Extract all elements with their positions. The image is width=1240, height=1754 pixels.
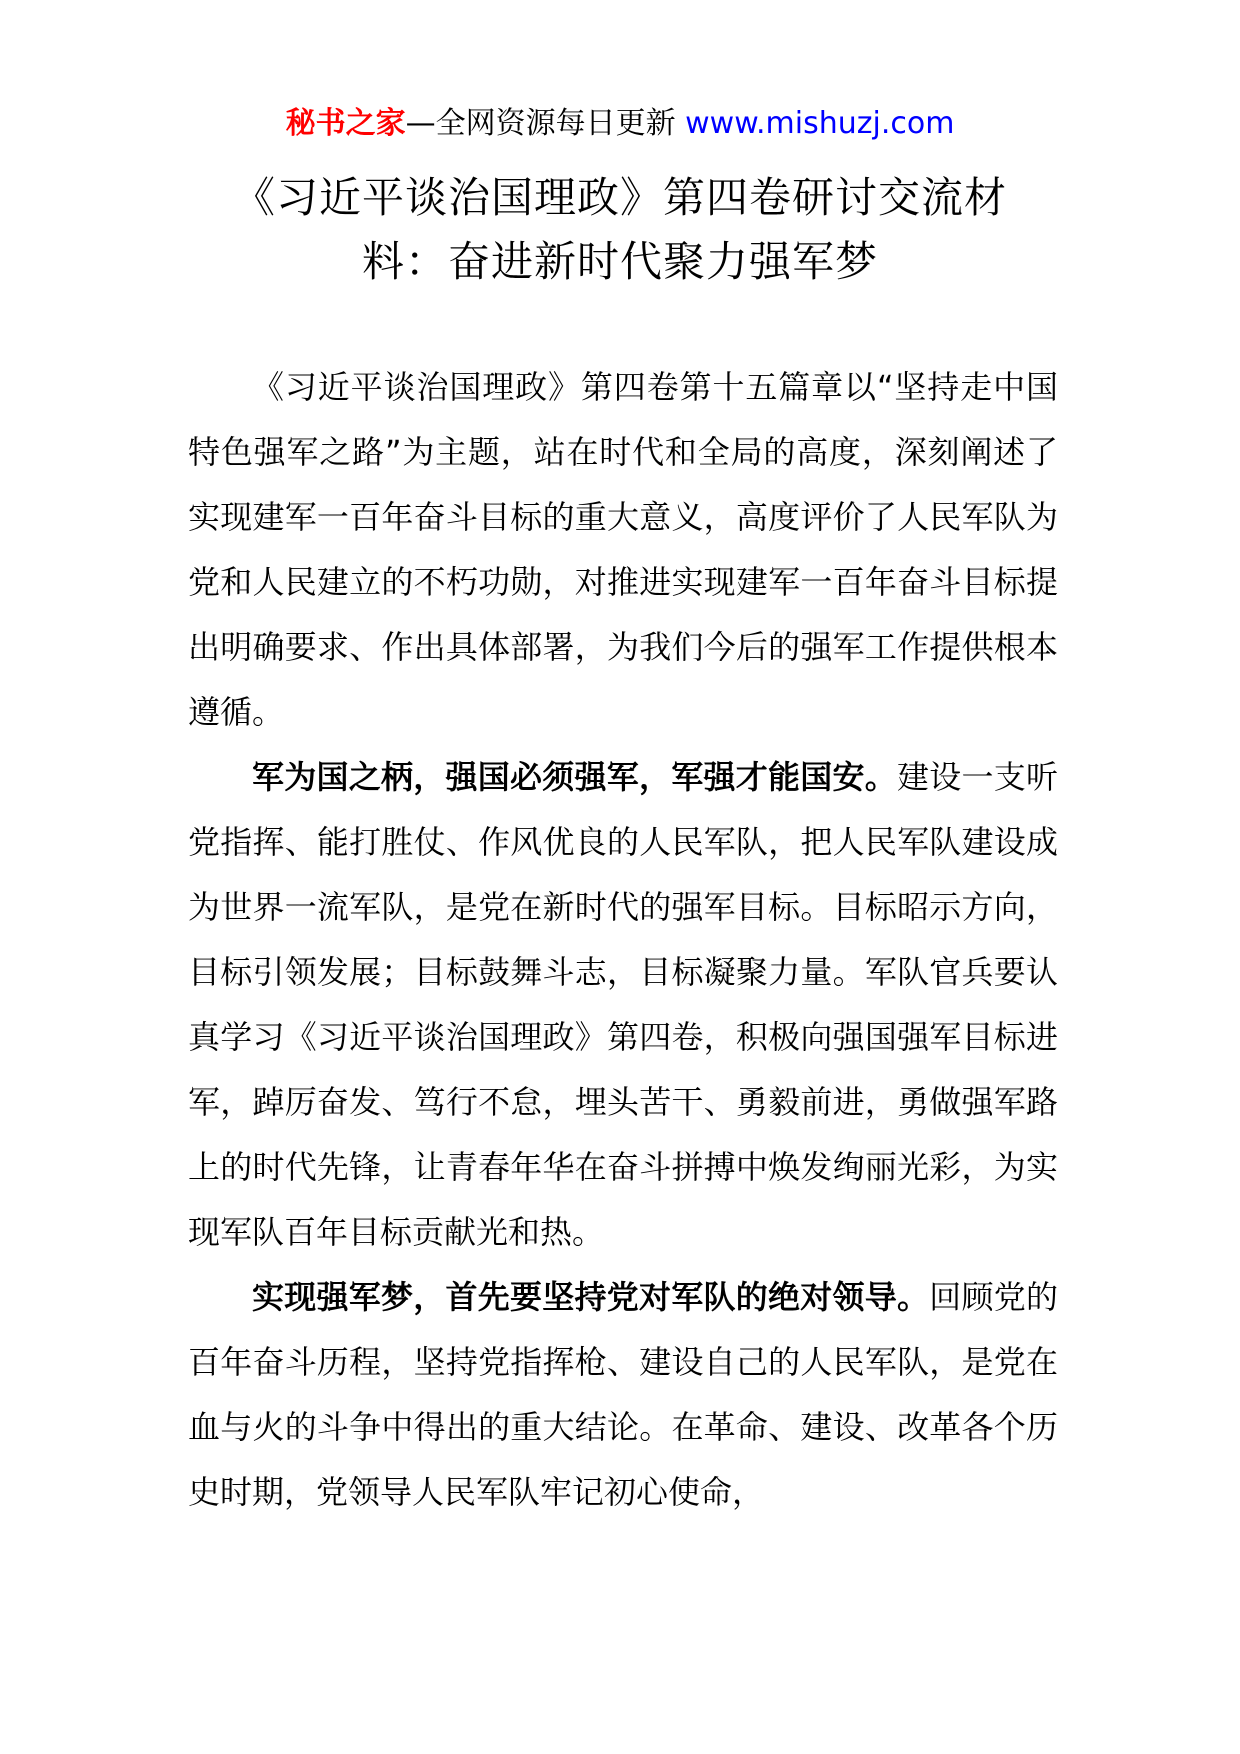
paragraph-1	[188, 355, 1058, 745]
site-url-link[interactable]: www.mishuzj.com	[685, 106, 955, 141]
header-tagline: —全网资源每日更新	[405, 106, 686, 141]
brand-name: 秘书之家	[285, 106, 406, 141]
paragraph-1-text: 《习近平谈治国理政》第四卷第十五篇章以“坚持走中国特色强军之路”为主题，站在时代和全局的高度，深刻阐述了实现建军一百年奋斗目标的重大意义，高度评价了人民军队为党和人民建立的不朽功勋，对推进实现建军一百年奋斗目标提出明确要求、作出具体部署，为我们今后的强军工作提供根本遵循。	[188, 368, 1058, 731]
paragraph-3-lead: 实现强军梦，首先要坚持党对军队的绝对领导。	[252, 1278, 930, 1316]
title-line-2: 料：奋进新时代聚力强军梦	[361, 237, 878, 286]
paragraph-2	[188, 745, 1058, 1265]
paragraph-2-lead: 军为国之柄，强国必须强军，军强才能国安。	[252, 758, 897, 796]
title-line-1: 《习近平谈治国理政》第四卷研讨交流材	[232, 173, 1007, 222]
document-title	[190, 166, 1050, 294]
paragraph-3-text: 回顾党的百年奋斗历程，坚持党指挥枪、建设自己的人民军队，是党在血与火的斗争中得出的重大结论。在革命、建设、改革各个历史时期，党领导人民军队牢记初心使命，	[188, 1278, 1058, 1511]
paragraph-3	[188, 1265, 1058, 1525]
site-header	[0, 104, 1240, 144]
paragraph-2-text: 建设一支听党指挥、能打胜仗、作风优良的人民军队，把人民军队建设成为世界一流军队，是党在新时代的强军目标。目标昭示方向，目标引领发展；目标鼓舞斗志，目标凝聚力量。军队官兵要认真学习《习近平谈治国理政》第四卷，积极向强国强军目标进军，踔厉奋发、笃行不怠，埋头苦干、勇毅前进，勇做强军路上的时代先锋，让青春年华在奋斗拼搏中焕发绚丽光彩，为实现军队百年目标贡献光和热。	[188, 758, 1058, 1251]
document-body	[188, 355, 1058, 1525]
